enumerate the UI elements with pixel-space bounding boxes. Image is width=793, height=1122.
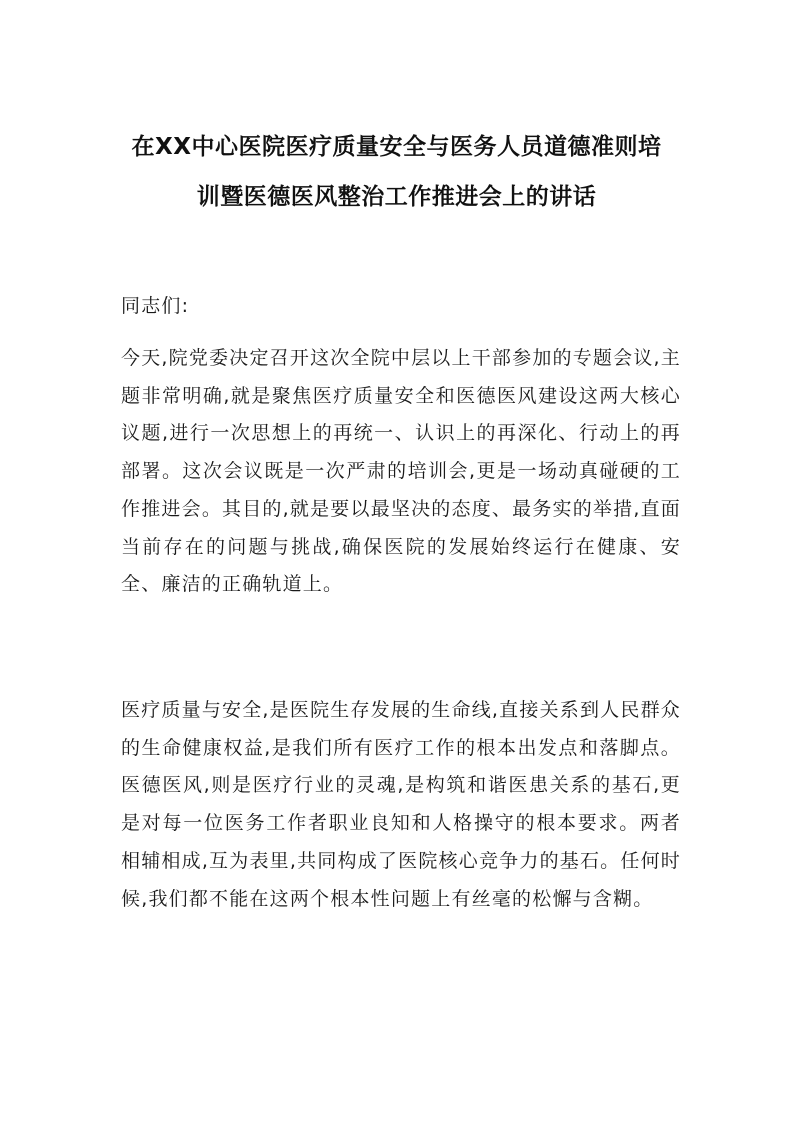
paragraph-2: 医疗质量与安全,是医院生存发展的生命线,直接关系到人民群众的生命健康权益,是我们所有医疗工作的根本出发点和落脚点。医德医风,则是医疗行业的灵魂,是构筑和谐医患关系的基石,更是对每一位医务工作者职业良知和人格操守的根本要求。两者相辅相成,互为表里,共同构成了医院核心竞争力的基石。任何时候,我们都不能在这两个根本性问题上有丝毫的松懈与含糊。 xyxy=(121,699,681,910)
document-title-line-2: 训暨医德医风整治工作推进会上的讲话 xyxy=(196,184,597,210)
document-title-line-1: 在XX中心医院医疗质量安全与医务人员道德准则培 xyxy=(131,134,662,160)
paragraph-1: 今天,院党委决定召开这次全院中层以上干部参加的专题会议,主题非常明确,就是聚焦医疗质量安全和医德医风建设这两大核心议题,进行一次思想上的再统一、认识上的再深化、行动上的再部署。这次会议既是一次严肃的培训会,更是一场动真碰硬的工作推进会。其目的,就是要以最坚决的态度、最务实的举措,直面当前存在的问题与挑战,确保医院的发展始终运行在健康、安全、廉洁的正确轨道上。 xyxy=(121,347,681,596)
salutation: 同志们: xyxy=(121,295,190,317)
